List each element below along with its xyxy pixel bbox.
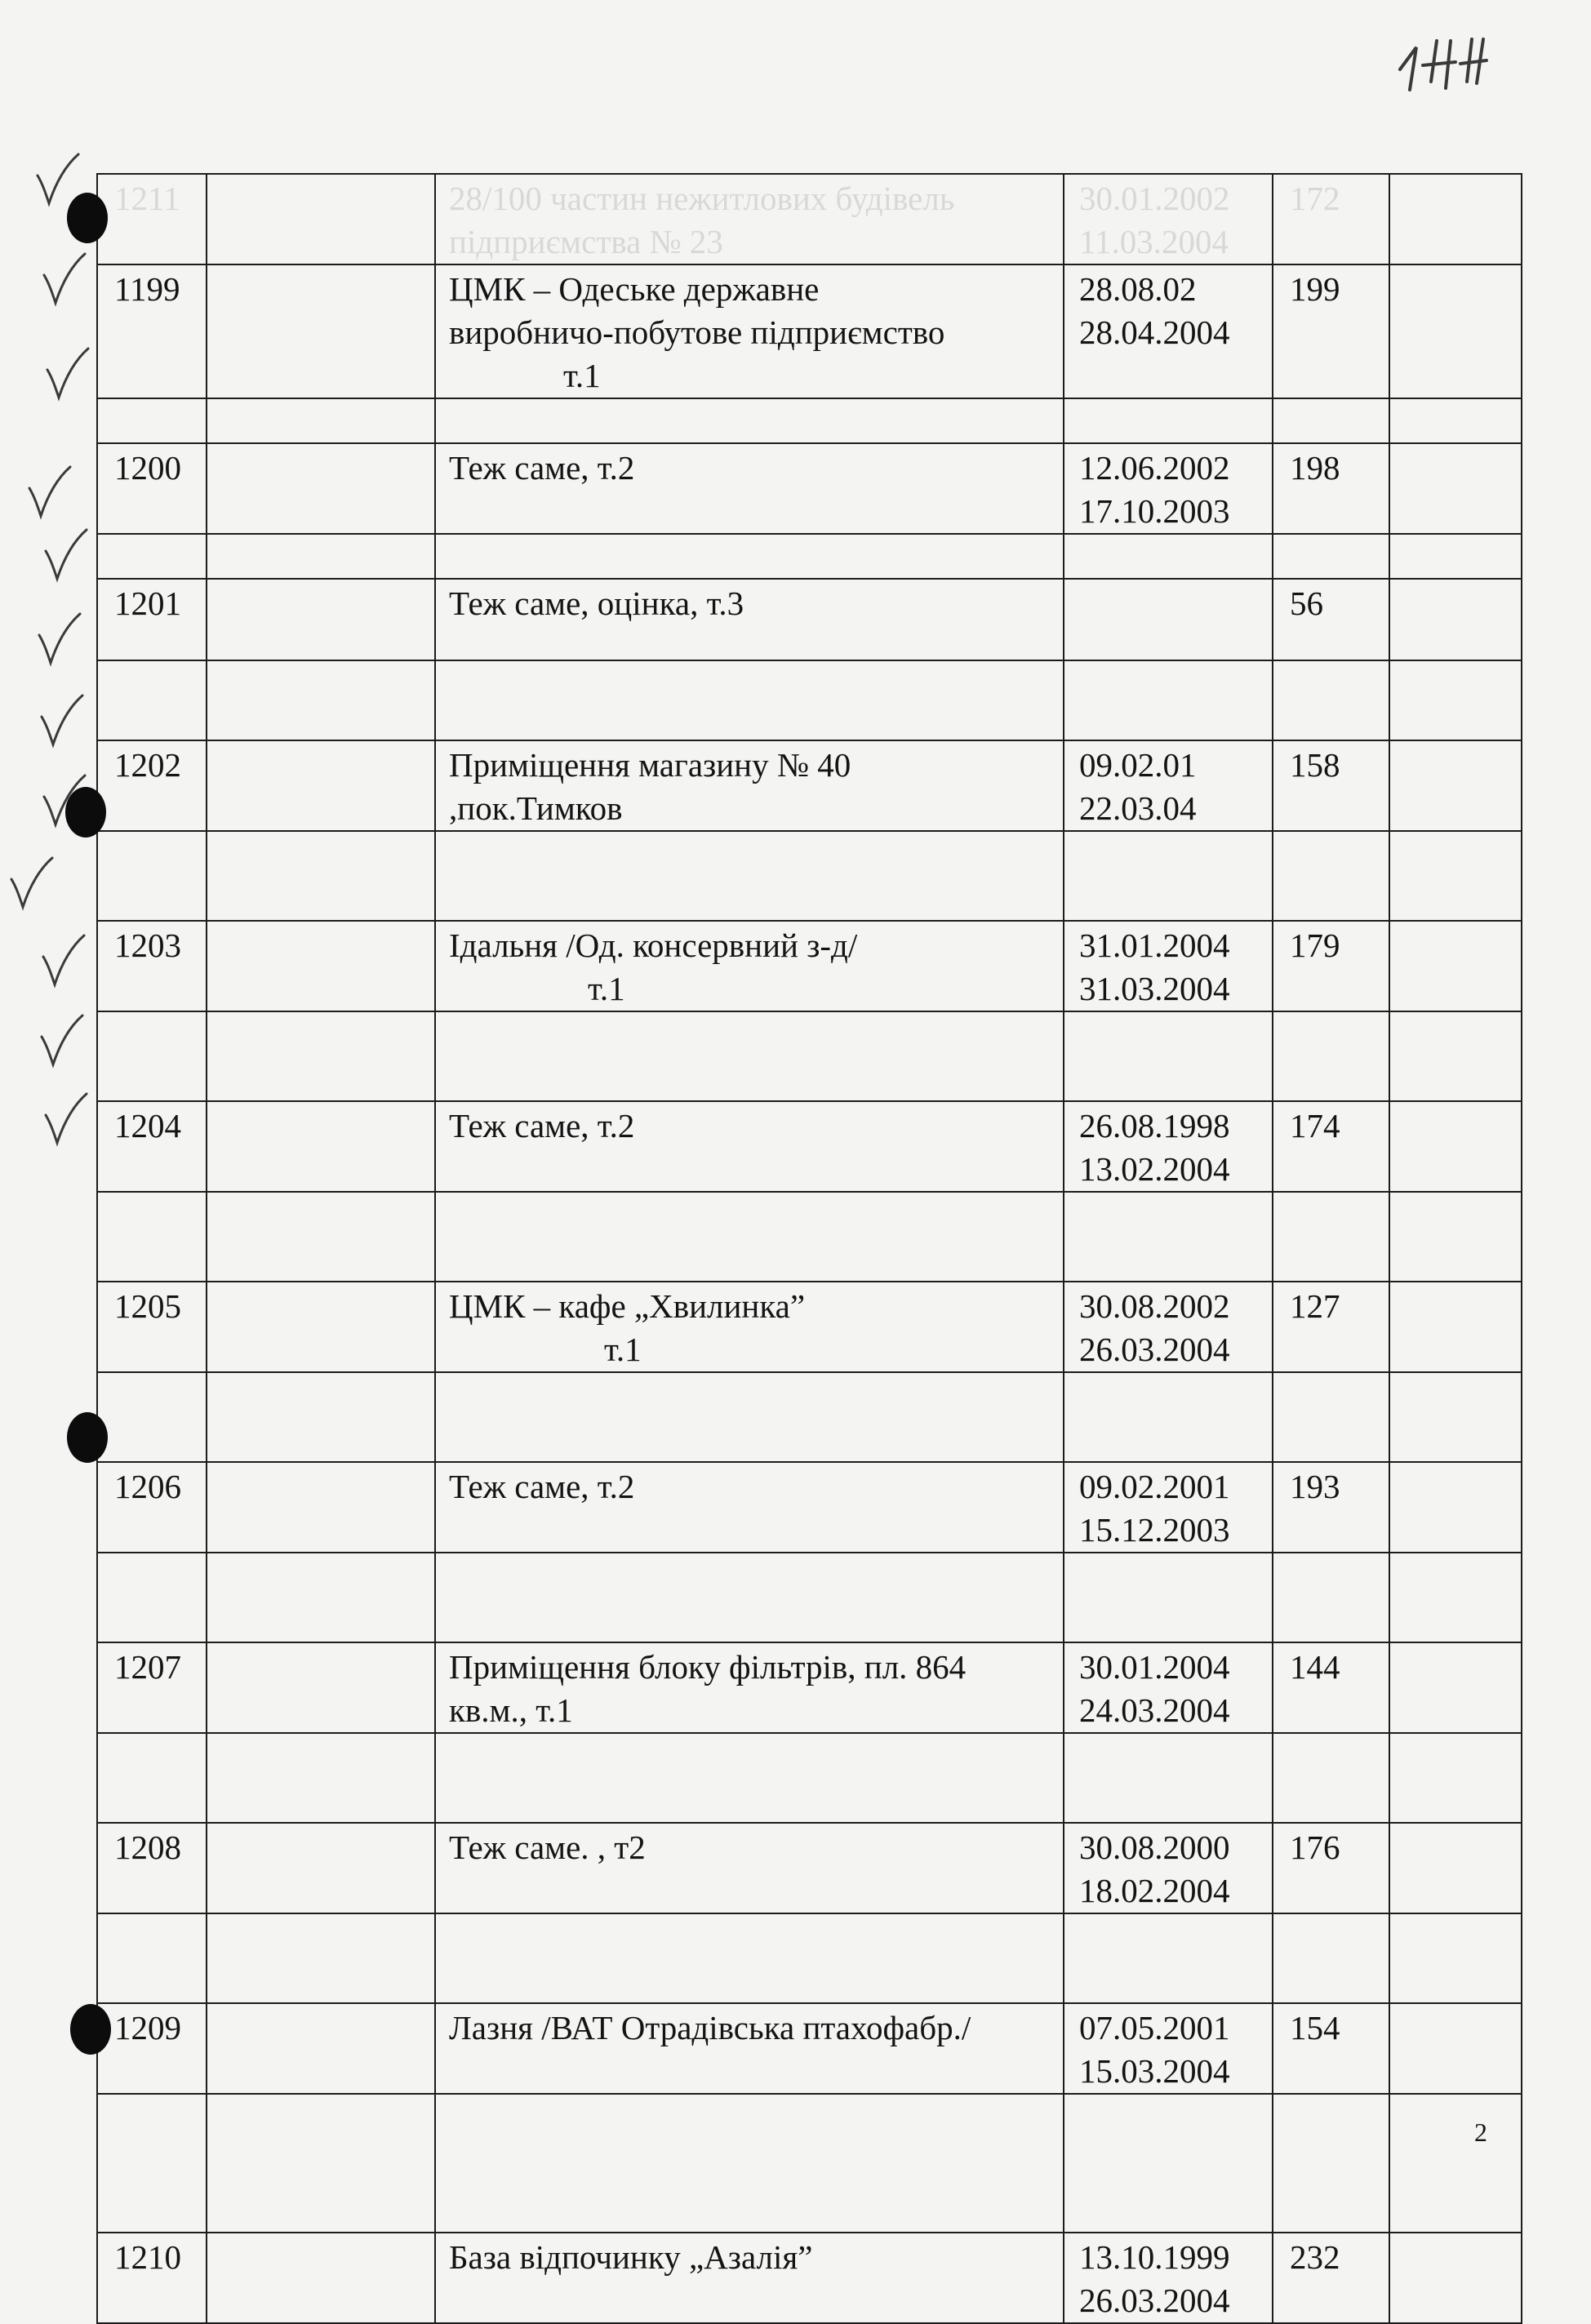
pencil-checkmark-icon	[37, 692, 86, 749]
spacer-name	[435, 831, 1064, 921]
pencil-checkmark-icon	[24, 464, 73, 521]
punch-hole-icon	[67, 1412, 108, 1463]
record-dates	[1064, 264, 1273, 398]
spacer-pages	[1273, 1913, 1389, 2003]
blank-cell	[207, 740, 435, 831]
record-name-line: Ідальня /Од. консервний з-д/	[449, 926, 858, 964]
spacer-dates	[1064, 398, 1273, 443]
table-row	[97, 2003, 1522, 2094]
record-number: 1204	[97, 1101, 207, 1192]
punch-hole-icon	[70, 2004, 111, 2055]
spacer-pages	[1273, 831, 1389, 921]
record-date: 09.02.2001	[1079, 1468, 1230, 1505]
record-number: 1199	[97, 264, 207, 398]
extra-cell	[1389, 264, 1522, 398]
spacer-blank	[207, 1192, 435, 1282]
spacer-row	[97, 1372, 1522, 1462]
ghost-row	[97, 174, 1522, 264]
record-date: 31.01.2004	[1079, 926, 1230, 964]
record-date: 15.12.2003	[1079, 1511, 1230, 1549]
record-dates	[1064, 740, 1273, 831]
record-name-line: виробничо-побутове підприємство	[449, 313, 945, 351]
record-number: 1210	[97, 2233, 207, 2323]
record-name-line: Теж саме, т.2	[449, 1468, 635, 1505]
spacer-dates	[1064, 1011, 1273, 1101]
ghost-name	[435, 174, 1064, 264]
record-name-line: ЦМК – кафе „Хвилинка”	[449, 1287, 806, 1325]
record-name-line: Приміщення блоку фільтрів, пл. 864	[449, 1648, 967, 1686]
table-row	[97, 579, 1522, 660]
record-pages: 176	[1273, 1823, 1389, 1913]
pencil-checkmark-icon	[39, 251, 88, 308]
ghost-name-line: 28/100 частин нежитлових будівель	[449, 180, 955, 217]
record-dates	[1064, 1823, 1273, 1913]
spacer-number	[97, 831, 207, 921]
record-name	[435, 2233, 1064, 2323]
spacer-number	[97, 2094, 207, 2233]
table-row	[97, 2233, 1522, 2323]
spacer-extra	[1389, 1192, 1522, 1282]
record-name-line: ,пок.Тимков	[449, 789, 623, 827]
spacer-number	[97, 1372, 207, 1462]
ghost-date: 30.01.2002	[1079, 180, 1230, 217]
spacer-extra	[1389, 1553, 1522, 1642]
record-date: 18.02.2004	[1079, 1872, 1230, 1909]
punch-hole-icon	[67, 193, 108, 243]
spacer-row	[97, 2094, 1522, 2233]
table-row	[97, 1823, 1522, 1913]
record-pages: 198	[1273, 443, 1389, 534]
spacer-number	[97, 534, 207, 579]
record-date: 12.06.2002	[1079, 449, 1230, 487]
blank-cell	[207, 921, 435, 1011]
punch-hole-icon	[65, 787, 106, 838]
record-name	[435, 1282, 1064, 1372]
ghost-dates	[1064, 174, 1273, 264]
record-name	[435, 1101, 1064, 1192]
spacer-name	[435, 1733, 1064, 1823]
ghost-extra	[1389, 174, 1522, 264]
record-dates	[1064, 2233, 1273, 2323]
record-date: 31.03.2004	[1079, 970, 1230, 1007]
spacer-extra	[1389, 1011, 1522, 1101]
spacer-name	[435, 534, 1064, 579]
record-name-line: ЦМК – Одеське державне	[449, 270, 820, 308]
record-name	[435, 443, 1064, 534]
spacer-dates	[1064, 1372, 1273, 1462]
record-date: 30.08.2002	[1079, 1287, 1230, 1325]
spacer-row	[97, 1733, 1522, 1823]
blank-cell	[207, 1101, 435, 1192]
table-row	[97, 740, 1522, 831]
spacer-name	[435, 1011, 1064, 1101]
spacer-dates	[1064, 1913, 1273, 2003]
spacer-dates	[1064, 534, 1273, 579]
spacer-row	[97, 1192, 1522, 1282]
spacer-extra	[1389, 398, 1522, 443]
pencil-checkmark-icon	[41, 1091, 90, 1148]
record-name-line: кв.м., т.1	[449, 1691, 573, 1729]
record-number: 1206	[97, 1462, 207, 1553]
extra-cell	[1389, 443, 1522, 534]
record-date: 28.08.02	[1079, 270, 1197, 308]
register-table	[96, 173, 1522, 2324]
extra-cell	[1389, 1823, 1522, 1913]
spacer-blank	[207, 1733, 435, 1823]
record-date: 26.08.1998	[1079, 1107, 1230, 1144]
record-pages: 179	[1273, 921, 1389, 1011]
record-date: 30.01.2004	[1079, 1648, 1230, 1686]
extra-cell	[1389, 2233, 1522, 2323]
spacer-pages	[1273, 1192, 1389, 1282]
pencil-checkmark-icon	[7, 855, 56, 912]
spacer-name	[435, 1372, 1064, 1462]
spacer-name	[435, 1192, 1064, 1282]
spacer-blank	[207, 2094, 435, 2233]
spacer-extra	[1389, 831, 1522, 921]
pencil-checkmark-icon	[34, 611, 83, 668]
table-row	[97, 1642, 1522, 1733]
spacer-extra	[1389, 2094, 1522, 2233]
record-pages: 199	[1273, 264, 1389, 398]
spacer-row	[97, 398, 1522, 443]
spacer-blank	[207, 660, 435, 740]
record-date: 15.03.2004	[1079, 2052, 1230, 2090]
record-name	[435, 264, 1064, 398]
record-date: 26.03.2004	[1079, 1331, 1230, 1368]
record-name	[435, 579, 1064, 660]
record-name	[435, 740, 1064, 831]
record-date: 07.05.2001	[1079, 2009, 1230, 2046]
record-name-line: Теж саме, оцінка, т.3	[449, 584, 744, 622]
record-name	[435, 1462, 1064, 1553]
ghost-date: 11.03.2004	[1079, 223, 1229, 260]
spacer-name	[435, 1913, 1064, 2003]
record-volume: т.1	[563, 357, 601, 394]
record-pages: 127	[1273, 1282, 1389, 1372]
record-date: 09.02.01	[1079, 746, 1197, 784]
extra-cell	[1389, 2003, 1522, 2094]
ghost-blank	[207, 174, 435, 264]
record-date: 17.10.2003	[1079, 492, 1230, 530]
spacer-blank	[207, 831, 435, 921]
record-number: 1205	[97, 1282, 207, 1372]
record-name	[435, 1642, 1064, 1733]
record-dates	[1064, 1642, 1273, 1733]
blank-cell	[207, 2003, 435, 2094]
pencil-checkmark-icon	[37, 1012, 86, 1069]
record-number: 1200	[97, 443, 207, 534]
spacer-dates	[1064, 1733, 1273, 1823]
record-number: 1203	[97, 921, 207, 1011]
spacer-blank	[207, 534, 435, 579]
spacer-extra	[1389, 1372, 1522, 1462]
spacer-pages	[1273, 1733, 1389, 1823]
record-pages: 144	[1273, 1642, 1389, 1733]
record-pages: 174	[1273, 1101, 1389, 1192]
record-name-line: Теж саме, т.2	[449, 1107, 635, 1144]
record-number: 1209	[97, 2003, 207, 2094]
record-name-line: Теж саме, т.2	[449, 449, 635, 487]
spacer-blank	[207, 1913, 435, 2003]
blank-cell	[207, 1282, 435, 1372]
spacer-blank	[207, 1553, 435, 1642]
pencil-checkmark-icon	[38, 932, 87, 989]
table-row	[97, 443, 1522, 534]
spacer-blank	[207, 1011, 435, 1101]
record-date: 24.03.2004	[1079, 1691, 1230, 1729]
spacer-name	[435, 660, 1064, 740]
spacer-extra	[1389, 1913, 1522, 2003]
record-dates	[1064, 1462, 1273, 1553]
record-dates	[1064, 579, 1273, 660]
spacer-blank	[207, 398, 435, 443]
spacer-number	[97, 1913, 207, 2003]
spacer-number	[97, 1192, 207, 1282]
page-number: 2	[1474, 2117, 1487, 2147]
blank-cell	[207, 1462, 435, 1553]
spacer-row	[97, 1913, 1522, 2003]
spacer-name	[435, 2094, 1064, 2233]
spacer-pages	[1273, 1372, 1389, 1462]
folio-number	[1392, 24, 1490, 102]
record-name-line: Приміщення магазину № 40	[449, 746, 851, 784]
record-number: 1208	[97, 1823, 207, 1913]
spacer-pages	[1273, 1553, 1389, 1642]
spacer-dates	[1064, 2094, 1273, 2233]
table-row	[97, 921, 1522, 1011]
spacer-pages	[1273, 2094, 1389, 2233]
record-pages: 158	[1273, 740, 1389, 831]
register-body	[97, 174, 1522, 2323]
record-name	[435, 1823, 1064, 1913]
blank-cell	[207, 579, 435, 660]
record-volume: т.1	[604, 1331, 642, 1368]
spacer-row	[97, 1011, 1522, 1101]
spacer-row	[97, 1553, 1522, 1642]
extra-cell	[1389, 1101, 1522, 1192]
record-volume: т.1	[588, 970, 625, 1007]
spacer-name	[435, 398, 1064, 443]
record-number: 1202	[97, 740, 207, 831]
spacer-pages	[1273, 660, 1389, 740]
spacer-number	[97, 1733, 207, 1823]
record-number: 1201	[97, 579, 207, 660]
blank-cell	[207, 264, 435, 398]
extra-cell	[1389, 921, 1522, 1011]
record-name	[435, 921, 1064, 1011]
spacer-number	[97, 1553, 207, 1642]
table-row	[97, 1462, 1522, 1553]
record-name-line: База відпочинку „Азалія”	[449, 2238, 813, 2276]
folio-handwriting	[1392, 24, 1490, 102]
pencil-checkmark-icon	[42, 345, 91, 402]
record-name	[435, 2003, 1064, 2094]
record-date: 30.08.2000	[1079, 1829, 1230, 1866]
record-name-line: Теж саме. , т2	[449, 1829, 646, 1866]
extra-cell	[1389, 579, 1522, 660]
spacer-extra	[1389, 660, 1522, 740]
extra-cell	[1389, 1282, 1522, 1372]
record-pages: 56	[1273, 579, 1389, 660]
spacer-extra	[1389, 534, 1522, 579]
blank-cell	[207, 1823, 435, 1913]
record-date: 13.02.2004	[1079, 1150, 1230, 1188]
spacer-number	[97, 660, 207, 740]
table-row	[97, 264, 1522, 398]
record-pages: 232	[1273, 2233, 1389, 2323]
record-date: 26.03.2004	[1079, 2282, 1230, 2319]
record-dates	[1064, 443, 1273, 534]
ghost-name-line: підприємства № 23	[449, 223, 723, 260]
extra-cell	[1389, 1642, 1522, 1733]
ghost-number: 1211	[97, 174, 207, 264]
record-name-line: Лазня /ВАТ Отрадівська птахофабр./	[449, 2009, 971, 2046]
table-row	[97, 1282, 1522, 1372]
record-pages: 154	[1273, 2003, 1389, 2094]
spacer-row	[97, 660, 1522, 740]
table-row	[97, 1101, 1522, 1192]
spacer-name	[435, 1553, 1064, 1642]
spacer-pages	[1273, 398, 1389, 443]
spacer-number	[97, 1011, 207, 1101]
spacer-pages	[1273, 1011, 1389, 1101]
record-dates	[1064, 1101, 1273, 1192]
record-dates	[1064, 1282, 1273, 1372]
spacer-dates	[1064, 831, 1273, 921]
spacer-dates	[1064, 660, 1273, 740]
record-dates	[1064, 921, 1273, 1011]
record-number: 1207	[97, 1642, 207, 1733]
blank-cell	[207, 443, 435, 534]
spacer-extra	[1389, 1733, 1522, 1823]
record-dates	[1064, 2003, 1273, 2094]
spacer-row	[97, 534, 1522, 579]
record-pages: 193	[1273, 1462, 1389, 1553]
spacer-number	[97, 398, 207, 443]
extra-cell	[1389, 1462, 1522, 1553]
blank-cell	[207, 1642, 435, 1733]
pencil-checkmark-icon	[41, 527, 90, 584]
ghost-pages: 172	[1273, 174, 1389, 264]
spacer-dates	[1064, 1192, 1273, 1282]
spacer-pages	[1273, 534, 1389, 579]
spacer-blank	[207, 1372, 435, 1462]
spacer-row	[97, 831, 1522, 921]
spacer-dates	[1064, 1553, 1273, 1642]
extra-cell	[1389, 740, 1522, 831]
record-date: 13.10.1999	[1079, 2238, 1230, 2276]
record-date: 22.03.04	[1079, 789, 1197, 827]
blank-cell	[207, 2233, 435, 2323]
record-date: 28.04.2004	[1079, 313, 1230, 351]
